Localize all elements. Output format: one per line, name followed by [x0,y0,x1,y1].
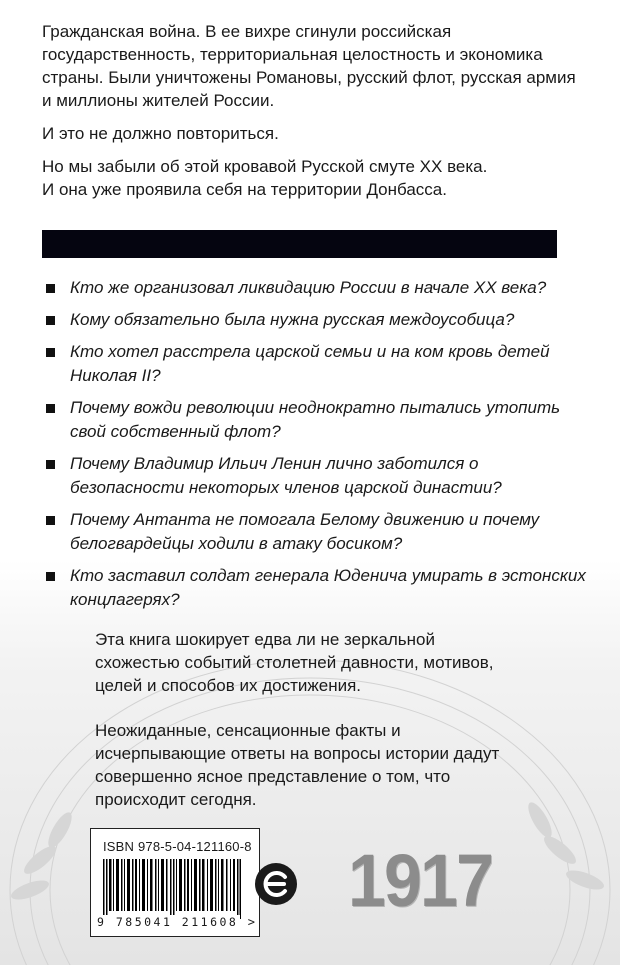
isbn-barcode-box [90,828,260,937]
square-bullet-icon [46,460,55,469]
intro-paragraph-3-line-1: Но мы забыли об этой кровавой Русской смуте XX века. [42,157,488,176]
list-item: Почему Антанта не помогала Белому движению и почему белогвардейцы ходили в атаку босиком? [46,508,586,556]
intro-paragraph-1: Гражданская война. В ее вихре сгинули российская государственность, территориальная целостность и экономика страны. Были уничтожены Романовы, русский флот, русская армия и миллионы жителей России. [42,22,576,110]
publisher-logo-icon [254,862,298,906]
isbn-digits: 9 785041 211608 [97,915,239,929]
list-item: Почему Владимир Ильич Ленин лично заботился о безопасности некоторых членов царской династии? [46,452,586,500]
square-bullet-icon [46,572,55,581]
square-bullet-icon [46,316,55,325]
barcode [103,859,241,919]
list-item: Кто же организовал ликвидацию России в начале XX века? [46,276,586,300]
square-bullet-icon [46,516,55,525]
year-emblem: 1917 [348,839,493,922]
square-bullet-icon [46,404,55,413]
outro-paragraph-1: Эта книга шокирует едва ли не зеркальной схожестью событий столетней давности, мотивов, целей и способов их достижения. [95,630,494,695]
black-band [42,230,557,258]
intro-paragraph-2: И это не должно повториться. [42,124,279,143]
square-bullet-icon [46,348,55,357]
isbn-label: ISBN 978-5-04-121160-8 [103,839,252,854]
intro-paragraph-3 [42,155,582,201]
questions-list [46,276,586,620]
outro-paragraph-2: Неожиданные, сенсационные факты и исчерпывающие ответы на вопросы истории дадут совершенно ясное представление о том, что происходит сегодня. [95,721,500,809]
intro-text [42,20,582,211]
square-bullet-icon [46,284,55,293]
list-item: Кто заставил солдат генерала Юденича умирать в эстонских концлагерях? [46,564,586,612]
isbn-arrow: > [247,915,255,929]
intro-paragraph-3-line-2: И она уже проявила себя на территории Донбасса. [42,180,447,199]
list-item: Почему вожди революции неоднократно пытались утопить свой собственный флот? [46,396,586,444]
list-item: Кому обязательно была нужна русская междоусобица? [46,308,586,332]
list-item: Кто хотел расстрела царской семьи и на ком кровь детей Николая II? [46,340,586,388]
outro-text [95,628,515,833]
